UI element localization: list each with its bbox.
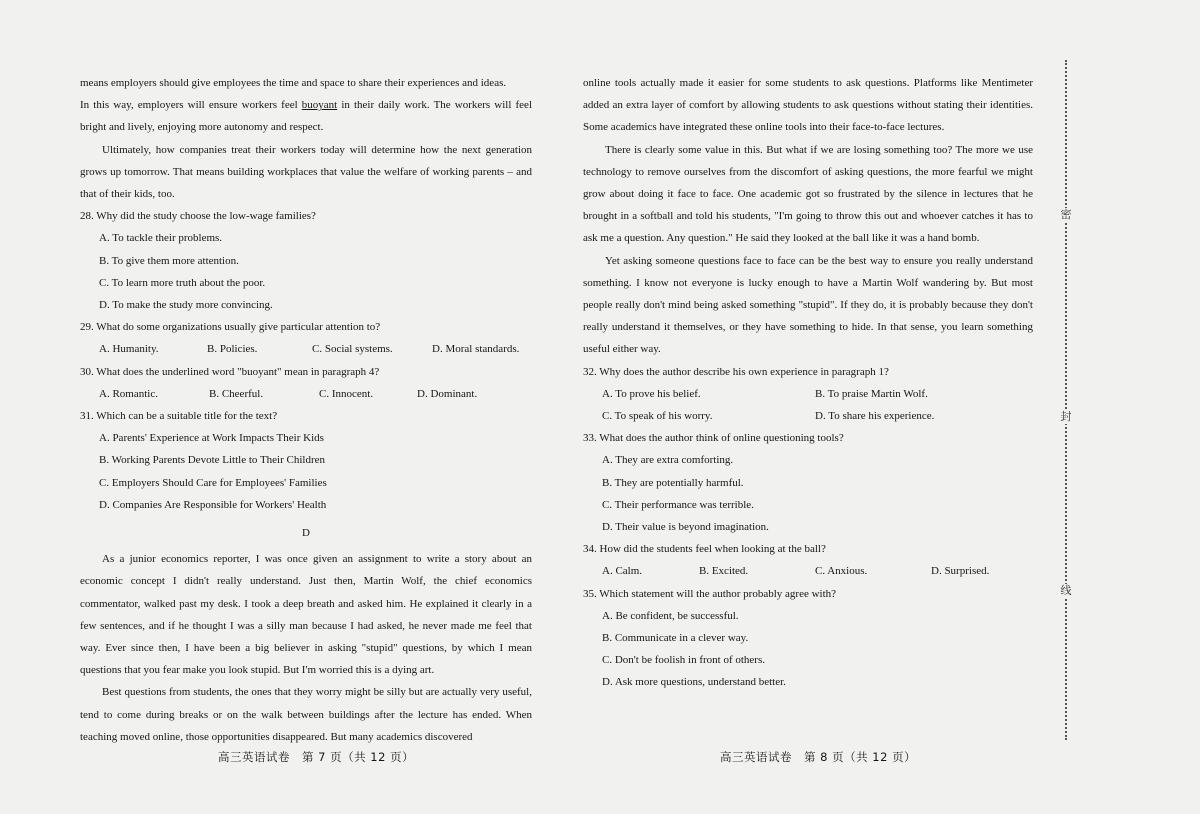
q31-option-a: A. Parents' Experience at Work Impacts Their Kids <box>99 432 324 445</box>
page-footer-7: 高三英语试卷 第 7 页（共 12 页） <box>218 750 415 764</box>
q32-options-row-1 <box>583 383 1033 405</box>
q29-options <box>80 338 532 360</box>
q29-option-b: B. Policies. <box>207 343 258 356</box>
q28-option-c: C. To learn more truth about the poor. <box>99 276 266 289</box>
question-35: 35. Which statement will the author probably agree with? <box>583 587 837 600</box>
q34-option-b: B. Excited. <box>699 565 749 578</box>
q33-option-a: A. They are extra comforting. <box>602 454 734 467</box>
q29-option-d: D. Moral standards. <box>432 343 520 356</box>
q32-option-c: C. To speak of his worry. <box>602 410 713 423</box>
q30-option-b: B. Cheerful. <box>209 387 264 400</box>
q28-option-b: B. To give them more attention. <box>99 254 239 267</box>
question-34: 34. How did the students feel when looking at the ball? <box>583 543 826 556</box>
q34-option-d: D. Surprised. <box>931 565 990 578</box>
q35-option-d: D. Ask more questions, understand better. <box>602 676 786 689</box>
q33-option-b: B. They are potentially harmful. <box>602 476 744 489</box>
q29-option-a: A. Humanity. <box>99 343 159 356</box>
q29-option-c: C. Social systems. <box>312 343 393 356</box>
q30-option-a: A. Romantic. <box>99 387 158 400</box>
q35-option-c: C. Don't be foolish in front of others. <box>602 654 765 667</box>
q35-option-a: A. Be confident, be successful. <box>602 609 739 622</box>
question-33: 33. What does the author think of online questioning tools? <box>583 432 844 445</box>
right-column <box>583 72 1033 694</box>
q30-option-c: C. Innocent. <box>319 387 374 400</box>
q33-option-c: C. Their performance was terrible. <box>602 498 754 511</box>
q30-options <box>80 383 532 405</box>
underlined-word-buoyant: buoyant <box>301 99 338 112</box>
q31-option-c: C. Employers Should Care for Employees' Families <box>99 476 327 489</box>
q32-option-d: D. To share his experience. <box>815 410 935 423</box>
passage-d-paragraph-2: Best questions from students, the ones that they worry might be silly but are actually very useful, tend to come during breaks or on the walk between buildings after the lecture has ended. When teaching moved online, those opportunities disappeared. But many academics discovered <box>80 686 532 743</box>
right-paragraph-3: Yet asking someone questions face to face can be the best way to ensure you really understand something. I know not everyone is lucky enough to have a Martin Wolf wandering by. But most people really don't mind being asked something "stupid". If they do, it is probably because they don't really understand it themselves, or they have something to hide. In that sense, you learn something useful either way. <box>583 254 1033 356</box>
question-28: 28. Why did the study choose the low-wage families? <box>80 210 316 223</box>
question-30: 30. What does the underlined word "buoyant" mean in paragraph 4? <box>80 365 380 378</box>
binding-label-feng: 封 <box>1060 410 1072 423</box>
section-heading-d: D <box>302 527 310 540</box>
q35-option-b: B. Communicate in a clever way. <box>602 632 749 645</box>
q30-option-d: D. Dominant. <box>417 387 478 400</box>
left-paragraph-1: means employers should give employees the time and space to share their experiences and ideas. <box>80 77 507 89</box>
page-footer-8: 高三英语试卷 第 8 页（共 12 页） <box>720 750 917 764</box>
q32-options-row-2 <box>583 405 1033 427</box>
q33-option-d: D. Their value is beyond imagination. <box>602 521 769 534</box>
question-31: 31. Which can be a suitable title for the text? <box>80 410 278 423</box>
q34-option-c: C. Anxious. <box>815 565 868 578</box>
q32-option-b: B. To praise Martin Wolf. <box>815 387 928 400</box>
right-paragraph-1: online tools actually made it easier for some students to ask questions. Platforms like Mentimeter added an extra layer of comfort by allowing students to ask questions without stating their identities. Some academics have integrated these online tools into their face-to-face lectures. <box>583 77 1033 134</box>
q28-option-a: A. To tackle their problems. <box>99 232 223 245</box>
passage-d-paragraph-1: As a junior economics reporter, I was once given an assignment to write a story about an economic concept I didn't really understand. Just then, Martin Wolf, the chief economics commentator, walked past my desk. I took a deep breath and asked him. He explained it clearly in a few sentences, and if he thought I was a silly man because I had asked, he never made me feel that way. Ever since then, I have been a big believer in asking "stupid" questions, by which I mean questions that you fear make you look stupid. But I'm worried this is a dying art. <box>80 553 532 677</box>
q31-option-b: B. Working Parents Devote Little to Their Children <box>99 454 326 467</box>
q34-option-a: A. Calm. <box>602 565 643 578</box>
binding-label-mi: 密 <box>1060 208 1072 221</box>
question-29: 29. What do some organizations usually give particular attention to? <box>80 321 381 334</box>
q34-options <box>583 560 1033 582</box>
right-paragraph-2: There is clearly some value in this. But what if we are losing something too? The more we use technology to remove ourselves from the discomfort of asking questions, the more fearful we might grow about doing it face to face. One academic got so frustrated by the silence in lectures that he brought in a softball and told his students, "I'm going to throw this out and whoever catches it has to ask me a question. Any question." He said they looked at the ball like it was a hand bomb. <box>583 143 1033 245</box>
binding-label-xian: 线 <box>1060 584 1072 597</box>
q32-option-a: A. To prove his belief. <box>602 387 701 400</box>
left-paragraph-3: Ultimately, how companies treat their workers today will determine how the next generation grows up tomorrow. That means building workplaces that value the welfare of working parents – and that of their kids, too. <box>80 143 532 201</box>
left-paragraph-2: In this way, employers will ensure workers feel buoyant in their daily work. The workers will feel bright and lively, enjoying more autonomy and respect. <box>80 99 532 134</box>
q31-option-d: D. Companies Are Responsible for Workers' Health <box>99 498 327 511</box>
question-32: 32. Why does the author describe his own experience in paragraph 1? <box>583 365 889 378</box>
left-column <box>80 72 532 748</box>
q28-option-d: D. To make the study more convincing. <box>99 299 273 312</box>
binding-dotted-line <box>1065 60 1067 740</box>
